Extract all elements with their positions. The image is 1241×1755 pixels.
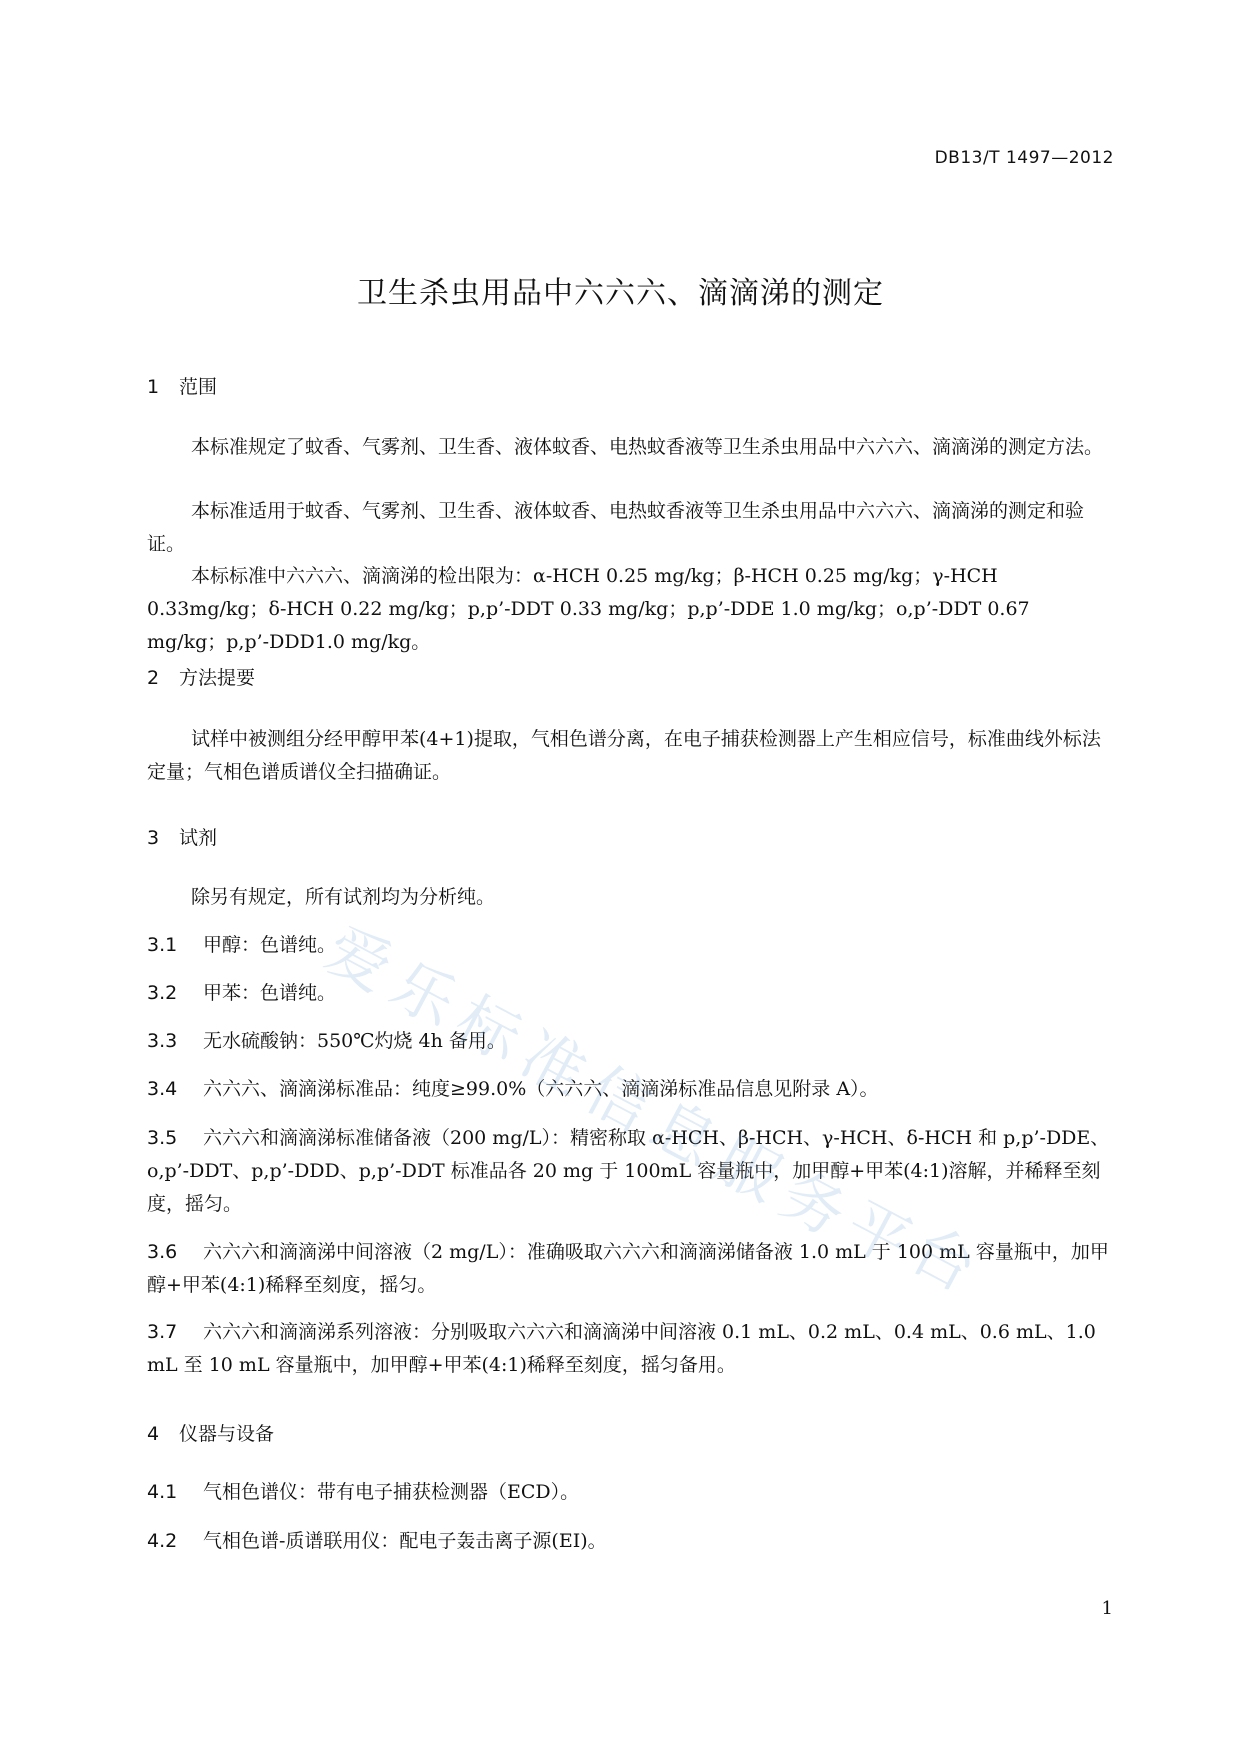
section-number: 3 — [147, 827, 160, 849]
section-number: 1 — [147, 376, 160, 398]
scope-paragraph-3: 本标标准中六六六、滴滴涕的检出限为：α-HCH 0.25 mg/kg；β-HCH 0.25 mg/kg；γ-HCH 0.33mg/kg；δ-HCH 0.22 mg/kg；p,p’-DDT 0.33 mg/kg；p,p’-DDE 1.0 mg/kg；o,p’-DDT 0.67 mg/kg；p,p’-DDD1.0 mg/kg。 — [147, 565, 1030, 653]
clause-3-7: 3.7 六六六和滴滴涕系列溶液：分别吸取六六六和滴滴涕中间溶液 0.1 mL、0.2 mL、0.4 mL、0.6 mL、1.0 mL 至 10 mL 容量瓶中，加甲醇+甲苯(4:1)稀释至刻度，摇匀备用。 — [147, 1321, 1096, 1376]
watermark-char: 台 — [899, 1212, 989, 1306]
scope-paragraph-1: 本标准规定了蚊香、气雾剂、卫生香、液体蚊香、电热蚊香液等卫生杀虫用品中六六六、滴滴涕的测定方法。 — [191, 436, 1104, 458]
clause-3-5: 3.5 六六六和滴滴涕标准储备液（200 mg/L）：精密称取 α-HCH、β-HCH、γ-HCH、δ-HCH 和 p,p’-DDE、o,p’-DDT、p,p’-DDD、p,p’-DDT 标准品各 20 mg 于 100mL 容量瓶中，加甲醇+甲苯(4:1)溶解，并稀释至刻度，摇匀。 — [147, 1127, 1110, 1215]
scope-paragraph-2: 本标准适用于蚊香、气雾剂、卫生香、液体蚊香、电热蚊香液等卫生杀虫用品中六六六、滴滴涕的测定和验证。 — [147, 500, 1085, 555]
clause-4-2: 4.2 气相色谱-质谱联用仪：配电子轰击离子源(EI)。 — [147, 1530, 607, 1552]
clause-3-6: 3.6 六六六和滴滴涕中间溶液（2 mg/L）：准确吸取六六六和滴滴涕储备液 1.0 mL 于 100 mL 容量瓶中，加甲醇+甲苯(4:1)稀释至刻度，摇匀。 — [147, 1241, 1109, 1296]
method-paragraph: 试样中被测组分经甲醇甲苯(4+1)提取，气相色谱分离，在电子捕获检测器上产生相应信号，标准曲线外标法定量；气相色谱质谱仪全扫描确证。 — [147, 728, 1101, 783]
section-heading-1 — [147, 372, 217, 399]
clause-3-4: 3.4 六六六、滴滴涕标准品：纯度≥99.0%（六六六、滴滴涕标准品信息见附录 A）。 — [147, 1078, 879, 1100]
document-title: 卫生杀虫用品中六六六、滴滴涕的测定 — [357, 276, 884, 311]
section-number: 2 — [147, 667, 160, 689]
watermark-char: 平 — [834, 1187, 924, 1281]
clause-4-1: 4.1 气相色谱仪：带有电子捕获检测器（ECD）。 — [147, 1481, 580, 1503]
watermark-char: 息 — [639, 1087, 729, 1181]
clause-3-1: 3.1 甲醇：色谱纯。 — [147, 934, 337, 956]
watermark-char: 乐 — [379, 947, 469, 1041]
standard-code: DB13/T 1497—2012 — [934, 148, 1114, 168]
watermark-char: 信 — [574, 1052, 664, 1146]
section-title: 试剂 — [179, 827, 218, 849]
section-title: 仪器与设备 — [179, 1423, 275, 1445]
clause-3-3: 3.3 无水硫酸钠：550℃灼烧 4h 备用。 — [147, 1030, 506, 1052]
section-heading-4 — [147, 1419, 274, 1446]
watermark-char: 准 — [509, 1017, 599, 1111]
section-title: 范围 — [179, 376, 218, 398]
watermark-char: 务 — [769, 1157, 859, 1251]
watermark-char: 服 — [704, 1122, 794, 1216]
page-number: 1 — [1101, 1598, 1113, 1619]
section-heading-3 — [147, 823, 217, 850]
reagents-intro: 除另有规定，所有试剂均为分析纯。 — [191, 886, 496, 908]
section-number: 4 — [147, 1423, 160, 1445]
watermark-char: 标 — [444, 982, 534, 1076]
section-heading-2 — [147, 663, 255, 690]
section-title: 方法提要 — [179, 667, 256, 689]
watermark-char: 爱 — [314, 912, 404, 1006]
clause-3-2: 3.2 甲苯：色谱纯。 — [147, 982, 337, 1004]
